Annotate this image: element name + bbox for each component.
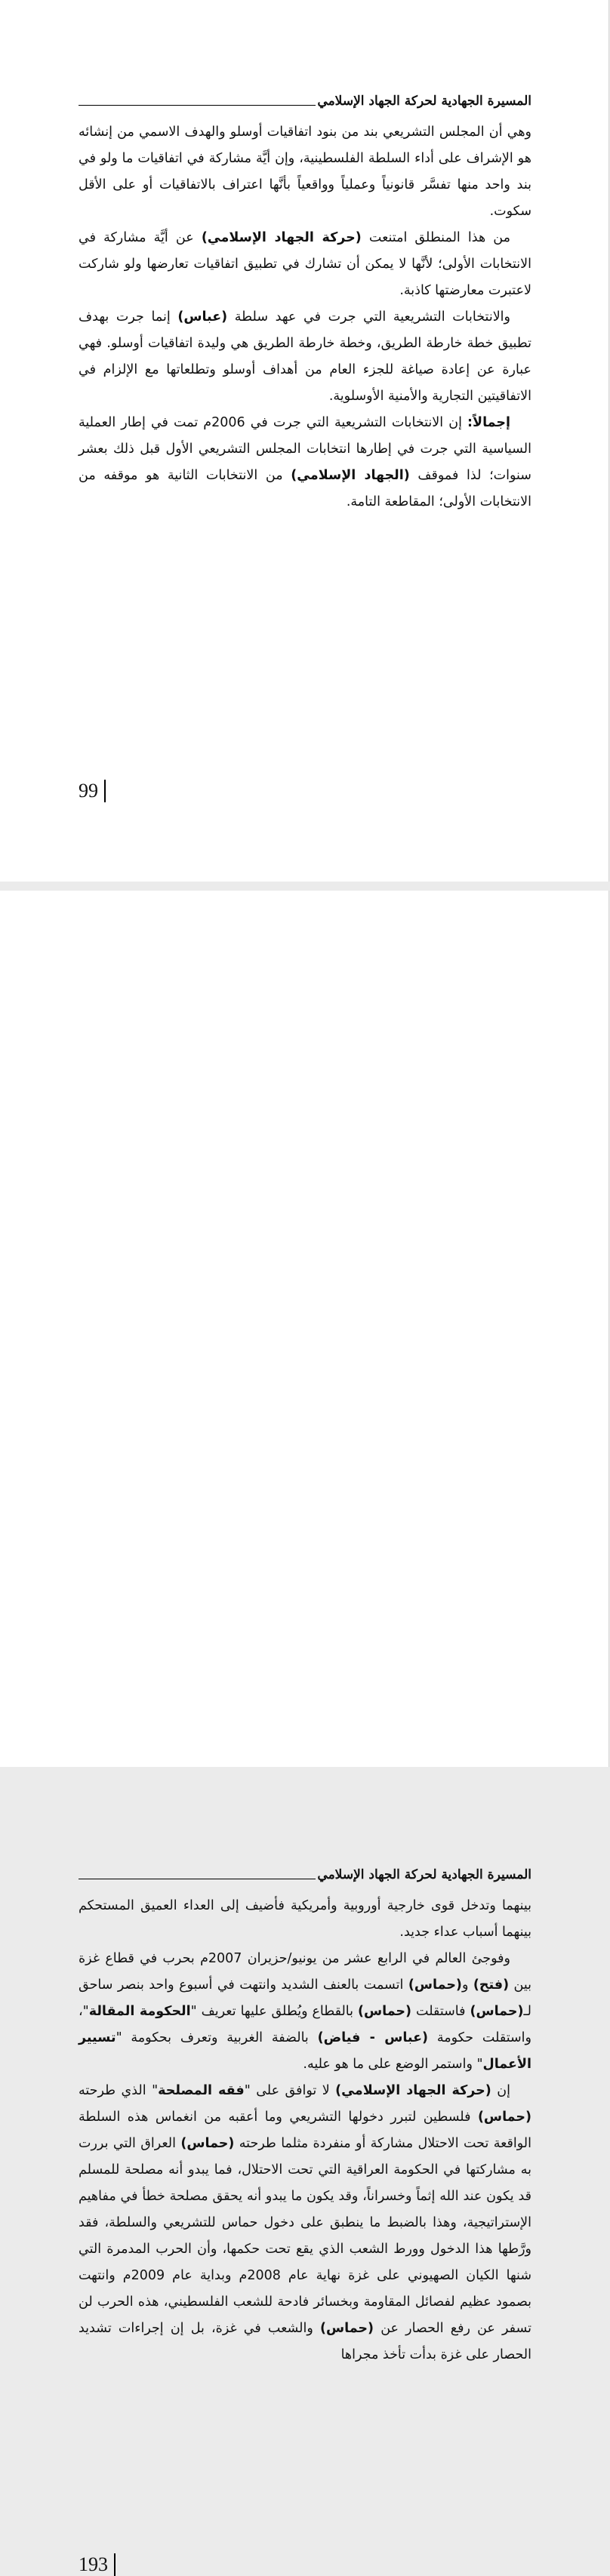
text-run: والشعب في غزة، بل إن إجراءات تشديد الحصار على غزة بدأت تأخذ مجراها [79, 2321, 531, 2362]
header-title: المسيرة الجهادية لحركة الجهاد الإسلامي [317, 94, 531, 109]
bold-run: (حماس) [470, 2004, 524, 2019]
book-page-99 [0, 0, 609, 882]
running-header [79, 86, 531, 112]
paragraph-1 [79, 119, 531, 225]
text-run: فلسطين لتبرر دخولها التشريعي وما أعقبه من انغماس هذه السلطة الواقعة تحت الاحتلال مشاركة أو منفردة مثلما طرحته [79, 2110, 531, 2151]
text-run: من الانتخابات الثانية هو موقفه من الانتخابات الأولى؛ المقاطعة التامة. [79, 468, 531, 509]
bold-run: (حماس) [408, 1977, 462, 1993]
bold-run: فقه المصلحة [158, 2083, 245, 2098]
text-run: عن أيَّة مشاركة في الانتخابات الأولى؛ لأنَّها لا يمكن أن تشارك في تطبيق اتفاقيات تعارضها ولو شاركت لاعتبرت معارضتها كاذبة. [79, 230, 531, 298]
bold-run: (حماس) [357, 2004, 412, 2019]
bold-run: تسيير الأعمال [79, 2030, 531, 2072]
text-run: فاستقلت [411, 2004, 470, 2019]
paragraph-2 [79, 225, 531, 304]
page-number: 193 [79, 2553, 116, 2576]
bold-run: (عباس - فياض) [317, 2030, 429, 2045]
paragraph-3 [79, 2078, 531, 2368]
paragraph-2 [79, 1946, 531, 2078]
bold-run: (حماس) [180, 2136, 235, 2151]
bold-run: (حركة الجهاد الإسلامي) [335, 2083, 491, 2098]
paragraph-1 [79, 1893, 531, 1946]
text-run: إنما جرت بهدف تطبيق خطة خارطة الطريق، وخطة خارطة الطريق هي وليدة اتفاقيات أوسلو. فهي عبارة عن إعادة صياغة للجزء العام من أهداف أوسلو وتطلعاتها مع الإلزام في الاتفاقيتين التجارية والأمنية الأوسلوية. [79, 309, 531, 404]
paragraph-3 [79, 304, 531, 410]
paragraph-4 [79, 410, 531, 516]
text-run: العراق التي بررت به مشاركتها في الحكومة العراقية التي تحت الاحتلال، فما يبدو أنه مصلحة للمسلم قد يكون عند الله إثماً وخسراناً، وقد يكون ما يبدو أنه يحقق مصلحة خطأ في مفاهيم الإستراتيجية، وهذا بالضبط ما ينطبق على دخول حماس للتشريعي والسلطة، فقد ورَّطها هذا الدخول وورط الشعب الذي يقع تحت حكمها، وأن الحرب المدمرة التي شنها الكيان الصهيوني على غزة نهاية عام 2008م وبداية عام 2009م وانتهت بصمود عظيم لفصائل المقاومة وبخسائر فادحة للشعب الفلسطيني، هذه الحرب لن تسفر عن رفع الحصار عن [79, 2136, 531, 2336]
header-title: المسيرة الجهادية لحركة الجهاد الإسلامي [317, 1867, 531, 1882]
bold-run: الحكومة المقالة [88, 2004, 191, 2019]
bold-run: (الجهاد الإسلامي) [291, 468, 410, 483]
text-run: إن الانتخابات التشريعية التي جرت في 2006م تمت في إطار العملية السياسية التي جرت في إطارها انتخابات المجلس التشريعي الأول قبل ذلك بعشر سنوات؛ لذا فموقف [79, 415, 531, 483]
bold-run: (حماس) [319, 2321, 374, 2336]
text-run: "، واستقلت حكومة [79, 2004, 531, 2045]
header-rule [79, 105, 316, 106]
page-body [79, 119, 531, 516]
text-run: إن [491, 2083, 510, 2098]
text-run: والانتخابات التشريعية التي جرت في عهد سلطة [227, 309, 510, 325]
bold-run: إجمالاً: [467, 415, 510, 430]
text-run: " واستمر الوضع على ما هو عليه. [303, 2057, 483, 2072]
text-run: اتسمت بالعنف الشديد وانتهت في أسبوع واحد بنصر ساحق لـ [79, 1977, 531, 2019]
text-run: من هذا المنطلق امتنعت [361, 230, 510, 245]
page-body [79, 1893, 531, 2368]
text-run: وفوجئ العالم في الرابع عشر من يونيو/حزيران 2007م بحرب في قطاع غزة بين [79, 1951, 532, 1993]
text-run: " الذي طرحته [79, 2083, 159, 2098]
text-run: بالقطاع ويُطلق عليها تعريف " [190, 2004, 358, 2019]
text-run: و [461, 1977, 473, 1993]
paragraph-text: بينهما وتدخل قوى خارجية أوروبية وأمريكية فأضيف إلى العداء العميق المستحكم بينهما أسباب عداء جديد. [79, 1898, 531, 1940]
running-header [79, 1860, 531, 1885]
bold-run: (فتح) [473, 1977, 510, 1993]
paragraph-text: وهي أن المجلس التشريعي بند من بنود اتفاقيات أوسلو والهدف الاسمي من إنشائه هو الإشراف على أداء السلطة الفلسطينية، وإن أيَّة مشاركة في اتفاقيات ما ولو في بند واحد منها تفسَّر قانونياً وعملياً وواقعياً بأنَّها اعتراف بالاتفاقيات أو على الأقل سكوت. [79, 125, 531, 219]
bold-run: (حماس) [477, 2110, 531, 2125]
text-run: لا توافق على " [244, 2083, 336, 2098]
text-run: بالضفة الغربية وتعرف بحكومة " [116, 2030, 318, 2045]
bold-run: (عباس) [177, 309, 228, 325]
bold-run: (حركة الجهاد الإسلامي) [201, 230, 362, 245]
page-number: 99 [79, 780, 106, 802]
book-page-193 [0, 891, 609, 2575]
